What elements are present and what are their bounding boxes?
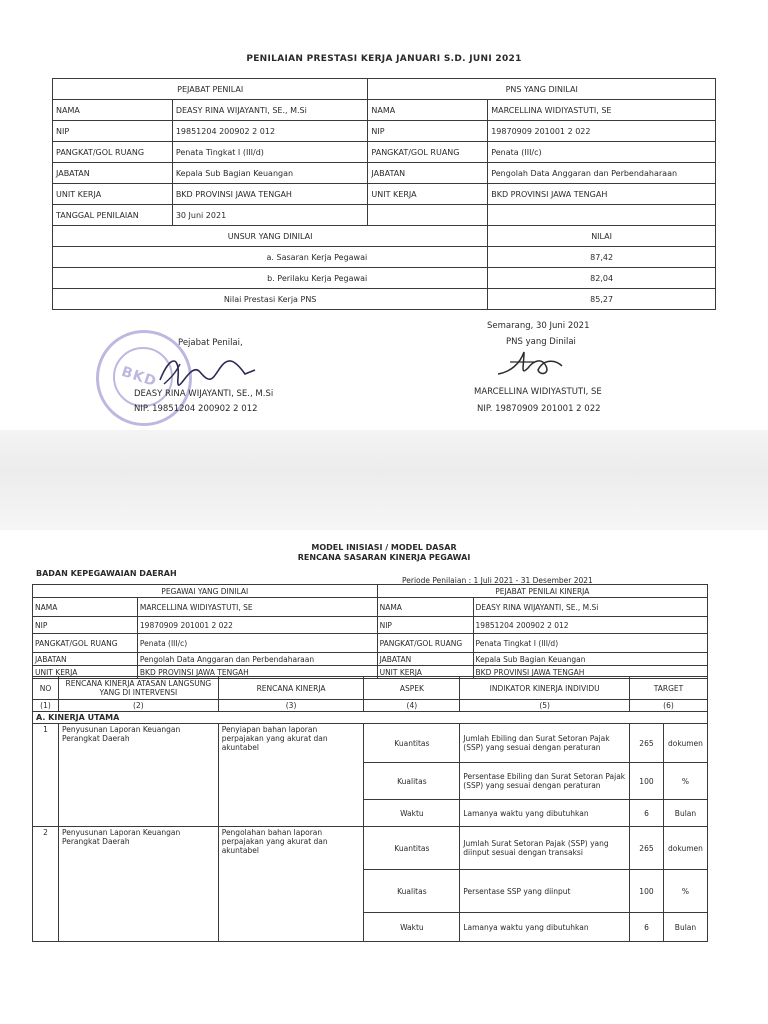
doc2-title-1: MODEL INISIASI / MODEL DASAR	[311, 543, 457, 552]
table-row	[53, 184, 716, 205]
item-rencana: Penyiapan bahan laporan perpajakan yang akurat dan akuntabel	[218, 724, 364, 827]
table-row	[33, 827, 708, 870]
header-target: TARGET	[629, 677, 707, 700]
item-target: 6	[629, 800, 663, 827]
header-aspek: ASPEK	[364, 677, 460, 700]
header-indikator: INDIKATOR KINERJA INDIVIDU	[460, 677, 630, 700]
label-cell: PANGKAT/GOL RUANG	[368, 142, 488, 163]
value-cell: Penata (III/c)	[488, 142, 716, 163]
value-cell: MARCELLINA WIDIYASTUTI, SE	[137, 598, 377, 617]
item-target: 265	[629, 827, 663, 870]
item-aspek: Waktu	[364, 800, 460, 827]
item-target: 6	[629, 913, 663, 942]
table-row	[53, 205, 716, 226]
score-value: 87,42	[488, 247, 716, 268]
section-header: A. KINERJA UTAMA	[33, 712, 708, 724]
item-indikator: Persentase SSP yang diinput	[460, 870, 630, 913]
value-cell: 19870909 201001 2 022	[488, 121, 716, 142]
table-row	[53, 100, 716, 121]
value-cell: BKD PROVINSI JAWA TENGAH	[137, 666, 377, 679]
value-cell: Kepala Sub Bagian Keuangan	[473, 653, 707, 666]
value-cell: Penata (III/c)	[137, 634, 377, 653]
col-number: (2)	[58, 700, 218, 712]
doc2-title-2: RENCANA SASARAN KINERJA PEGAWAI	[297, 553, 471, 562]
header-atasan: RENCANA KINERJA ATASAN LANGSUNG YANG DI INTERVENSI	[58, 677, 218, 700]
score-label: b. Perilaku Kerja Pegawai	[53, 268, 488, 289]
table-row	[33, 724, 708, 763]
item-atasan: Penyusunan Laporan Keuangan Perangkat Daerah	[58, 827, 218, 942]
item-aspek: Kualitas	[364, 763, 460, 800]
table-row	[53, 121, 716, 142]
value-cell: MARCELLINA WIDIYASTUTI, SE	[488, 100, 716, 121]
score-value: 85,27	[488, 289, 716, 310]
header-no: NO	[33, 677, 59, 700]
col-number: (5)	[460, 700, 630, 712]
item-atasan: Penyusunan Laporan Keuangan Perangkat Daerah	[58, 724, 218, 827]
table-row	[33, 634, 708, 653]
item-no: 2	[33, 827, 59, 942]
col-number: (1)	[33, 700, 59, 712]
item-target: 100	[629, 763, 663, 800]
label-cell: JABATAN	[53, 163, 173, 184]
item-aspek: Kuantitas	[364, 827, 460, 870]
item-unit: dokumen	[663, 724, 707, 763]
label-cell: PANGKAT/GOL RUANG	[377, 634, 473, 653]
value-cell: 30 Juni 2021	[172, 205, 368, 226]
table-row	[33, 653, 708, 666]
table-row	[53, 163, 716, 184]
value-cell: Kepala Sub Bagian Keuangan	[172, 163, 368, 184]
label-cell: UNIT KERJA	[53, 184, 173, 205]
performance-plan-table	[32, 676, 708, 942]
nilai-header: NILAI	[488, 226, 716, 247]
label-cell: UNIT KERJA	[377, 666, 473, 679]
value-cell: Pengolah Data Anggaran dan Perbendaharaan	[137, 653, 377, 666]
score-label: a. Sasaran Kerja Pegawai	[53, 247, 488, 268]
value-cell: BKD PROVINSI JAWA TENGAH	[172, 184, 368, 205]
stamp-text: BKD	[119, 363, 159, 391]
value-cell: DEASY RINA WIJAYANTI, SE., M.Si	[473, 598, 707, 617]
score-value: 82,04	[488, 268, 716, 289]
col-number: (3)	[218, 700, 364, 712]
right-signer-nip: NIP. 19870909 201001 2 022	[477, 404, 601, 414]
value-cell: BKD PROVINSI JAWA TENGAH	[488, 184, 716, 205]
item-target: 100	[629, 870, 663, 913]
score-row	[53, 247, 716, 268]
item-rencana: Pengolahan bahan laporan perpajakan yang akurat dan akuntabel	[218, 827, 364, 942]
right-signer-name: MARCELLINA WIDIYASTUTI, SE	[474, 387, 602, 397]
label-cell: NAMA	[368, 100, 488, 121]
value-cell: Pengolah Data Anggaran dan Perbendaharaan	[488, 163, 716, 184]
item-indikator: Jumlah Surat Setoran Pajak (SSP) yang diinput sesuai dengan transaksi	[460, 827, 630, 870]
value-cell: Penata Tingkat I (III/d)	[473, 634, 707, 653]
right-place-date: Semarang, 30 Juni 2021	[487, 321, 590, 331]
item-unit: Bulan	[663, 800, 707, 827]
item-target: 265	[629, 724, 663, 763]
right-signature	[490, 346, 570, 382]
score-row	[53, 268, 716, 289]
label-cell: JABATAN	[33, 653, 138, 666]
table-row	[53, 142, 716, 163]
item-aspek: Waktu	[364, 913, 460, 942]
label-cell: NAMA	[33, 598, 138, 617]
right-signer-role: PNS yang Dinilai	[506, 337, 576, 347]
label-cell: UNIT KERJA	[368, 184, 488, 205]
left-signer-role: Pejabat Penilai,	[178, 338, 243, 348]
label-cell: PANGKAT/GOL RUANG	[33, 634, 138, 653]
col-header-pns: PNS YANG DINILAI	[368, 79, 716, 100]
left-signer-name: DEASY RINA WIJAYANTI, SE., M.Si	[134, 389, 274, 399]
agency-name: BADAN KEPEGAWAIAN DAERAH	[36, 569, 177, 578]
left-signer-nip: NIP. 19851204 200902 2 012	[134, 404, 258, 414]
left-signature	[150, 350, 260, 390]
item-unit: %	[663, 763, 707, 800]
item-unit: Bulan	[663, 913, 707, 942]
label-cell: NAMA	[53, 100, 173, 121]
label-cell: NAMA	[377, 598, 473, 617]
item-indikator: Lamanya waktu yang dibutuhkan	[460, 800, 630, 827]
label-cell: TANGGAL PENILAIAN	[53, 205, 173, 226]
header-rencana: RENCANA KINERJA	[218, 677, 364, 700]
label-cell: NIP	[53, 121, 173, 142]
value-cell	[488, 205, 716, 226]
employee-info-table	[32, 584, 708, 679]
value-cell: Penata Tingkat I (III/d)	[172, 142, 368, 163]
label-cell: JABATAN	[368, 163, 488, 184]
item-indikator: Lamanya waktu yang dibutuhkan	[460, 913, 630, 942]
table-row	[33, 617, 708, 634]
label-cell: UNIT KERJA	[33, 666, 138, 679]
value-cell: 19851204 200902 2 012	[473, 617, 707, 634]
page-separator	[0, 430, 768, 530]
score-row	[53, 289, 716, 310]
label-cell	[368, 205, 488, 226]
assessment-table	[52, 78, 716, 310]
item-unit: dokumen	[663, 827, 707, 870]
col-number: (6)	[629, 700, 707, 712]
value-cell: DEASY RINA WIJAYANTI, SE., M.Si	[172, 100, 368, 121]
item-indikator: Jumlah Ebiling dan Surat Setoran Pajak (SSP) yang sesuai dengan peraturan	[460, 724, 630, 763]
value-cell: 19870909 201001 2 022	[137, 617, 377, 634]
label-cell: JABATAN	[377, 653, 473, 666]
table-row	[33, 598, 708, 617]
value-cell: 19851204 200902 2 012	[172, 121, 368, 142]
label-cell: NIP	[377, 617, 473, 634]
period-text: Periode Penilaian : 1 Juli 2021 - 31 Desember 2021	[402, 576, 593, 585]
col-header-pejabat: PEJABAT PENILAI	[53, 79, 368, 100]
unsur-header: UNSUR YANG DINILAI	[53, 226, 488, 247]
label-cell: NIP	[33, 617, 138, 634]
label-cell: PANGKAT/GOL RUANG	[53, 142, 173, 163]
item-unit: %	[663, 870, 707, 913]
item-indikator: Persentase Ebiling dan Surat Setoran Pajak (SSP) yang sesuai dengan peraturan	[460, 763, 630, 800]
item-no: 1	[33, 724, 59, 827]
col-header-pejabat: PEJABAT PENILAI KINERJA	[377, 585, 707, 598]
item-aspek: Kuantitas	[364, 724, 460, 763]
label-cell: NIP	[368, 121, 488, 142]
doc1-title: PENILAIAN PRESTASI KERJA JANUARI S.D. JUNI 2021	[246, 54, 522, 64]
col-header-pegawai: PEGAWAI YANG DINILAI	[33, 585, 378, 598]
score-label: Nilai Prestasi Kerja PNS	[53, 289, 488, 310]
value-cell: BKD PROVINSI JAWA TENGAH	[473, 666, 707, 679]
item-aspek: Kualitas	[364, 870, 460, 913]
col-number: (4)	[364, 700, 460, 712]
